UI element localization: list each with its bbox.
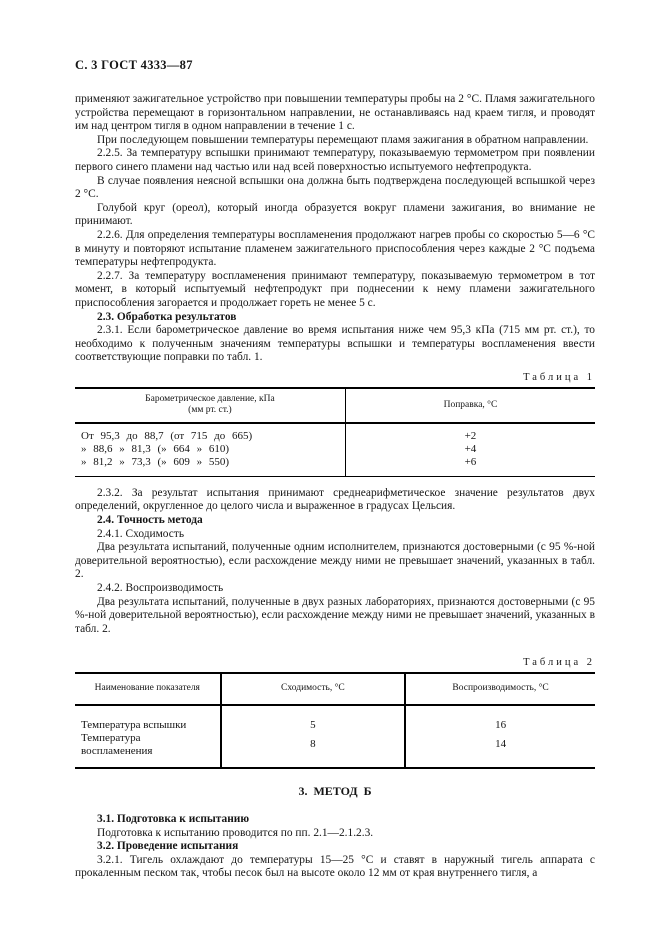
paragraph-2-4-1-text: Два результата испытаний, полученные одним исполнителем, признаются достоверными (с 95 %-ной доверительной вероятностью), если расхождение между ними не превышает значений, указанных в табл. 2. [75,541,595,581]
paragraph-2-2-7: 2.2.7. За температуру воспламенения принимают температуру, показываемую термометром в тот момент, в который испытуемый нефтепродукт при поднесении к нему пламени зажигательного приспособления загорается и продолжает гореть не менее 5 с. [75,269,595,309]
table1-header-pressure [75,388,345,423]
table1 [75,387,595,477]
table1-cell-pressure: От 95,3 до 88,7 (от 715 до 665) [81,429,253,442]
section-heading-2-4: 2.4. Точность метода [97,514,203,527]
paragraph-2-4-2-text: Два результата испытаний, полученные в двух разных лабораториях, признаются достоверными (с 95 %-ной доверительной вероятностью), если расхождение между ними не превышает значений, указанных в табл. 2. [75,595,595,635]
page-header: С. 3 ГОСТ 4333—87 [75,58,193,72]
table2-cell-repeatability: 8 [221,732,406,768]
table2-header-name: Наименование показателя [75,673,221,705]
table2-cell-name: Температура воспламенения [81,731,153,757]
table1-cell-pressure: » 88,6 » 81,3 (» 664 » 610) [81,442,230,455]
table1-label: Таблица 1 [523,371,595,383]
table2-cell-reproducibility: 16 [405,705,595,732]
table2-cell-repeatability: 5 [221,705,406,732]
paragraph-2-4-1-title: 2.4.1. Сходимость [97,527,185,540]
table2-header-row [75,673,595,705]
section-heading-3-2: 3.2. Проведение испытания [97,840,239,853]
table1-cell-correction: +2 [345,423,595,443]
paragraph-unclear-flash: В случае появления неясной вспышки она должна быть подтверждена последующей вспышкой через 2 °С. [75,174,595,201]
paragraph-flame-back: При последующем повышении температуры перемещают пламя зажигания в обратном направлении. [97,133,589,146]
table2-row [75,732,595,768]
section-heading-method-b: 3. МЕТОД Б [298,783,372,798]
table1-header-correction: Поправка, °С [345,388,595,423]
table2-row [75,705,595,732]
paragraph-2-4-2-title: 2.4.2. Воспроизводимость [97,582,224,595]
table2-cell-name: Температура вспышки [81,718,187,731]
table1-header-pressure-line2: (мм рт. ст.) [188,405,232,416]
table1-row [75,423,595,443]
paragraph-3-2-1: 3.2.1. Тигель охлаждают до температуры 15—25 °С и ставят в наружный тигель аппарата с прокаленным песком так, чтобы песок был на высоте около 12 мм от края внутреннего тигля, а [75,853,595,880]
table2-header-reproducibility: Воспроизводимость, °С [405,673,595,705]
table2 [75,672,595,769]
paragraph-continuation: применяют зажигательное устройство при повышении температуры пробы на 2 °С. Пламя зажигательного устройства перемещают в горизонтальном направлении, не останавливаясь над краем тигля, и проводят им над центром тигля в одном направлении в течение 1 с. [75,93,595,133]
paragraph-2-2-5: 2.2.5. За температуру вспышки принимают температуру, показываемую термометром при появлении первого синего пламени над частью или над всей поверхностью испытуемого нефтепродукта. [75,147,595,173]
table1-row [75,456,595,477]
table1-cell-correction: +4 [345,443,595,456]
table1-cell-pressure: » 81,2 » 73,3 (» 609 » 550) [81,455,230,468]
table1-row [75,443,595,456]
paragraph-2-3-1: 2.3.1. Если барометрическое давление во время испытания ниже чем 95,3 кПа (715 мм рт. ст.), то необходимо к полученным значениям температуры вспышки и температуры воспламенения ввести соответствующие поправки по табл. 1. [75,324,595,364]
section-heading-3-1: 3.1. Подготовка к испытанию [97,812,250,825]
table2-label: Таблица 2 [523,657,595,669]
table1-cell-correction: +6 [345,456,595,477]
table1-header-pressure-line1: Барометрическое давление, кПа [145,393,275,404]
table1-header-row [75,388,595,423]
section-heading-2-3: 2.3. Обработка результатов [97,310,237,323]
paragraph-2-2-6: 2.2.6. Для определения температуры воспламенения продолжают нагрев пробы со скоростью 5—6 °С в минуту и повторяют испытание пламенем зажигательного приспособления через каждые 2 °С подъема температуры нефтепродукта. [75,228,595,269]
paragraph-2-3-2: 2.3.2. За результат испытания принимают среднеарифметическое значение результатов двух определений, округленное до целого числа и выраженное в градусах Цельсия. [75,486,595,513]
table2-cell-reproducibility: 14 [405,732,595,768]
paragraph-3-1: Подготовка к испытанию проводится по пп. 2.1—2.1.2.3. [97,826,374,839]
paragraph-halo: Голубой круг (ореол), который иногда образуется вокруг пламени зажигания, во внимание не принимают. [75,201,595,228]
table2-header-repeatability: Сходимость, °С [221,673,406,705]
